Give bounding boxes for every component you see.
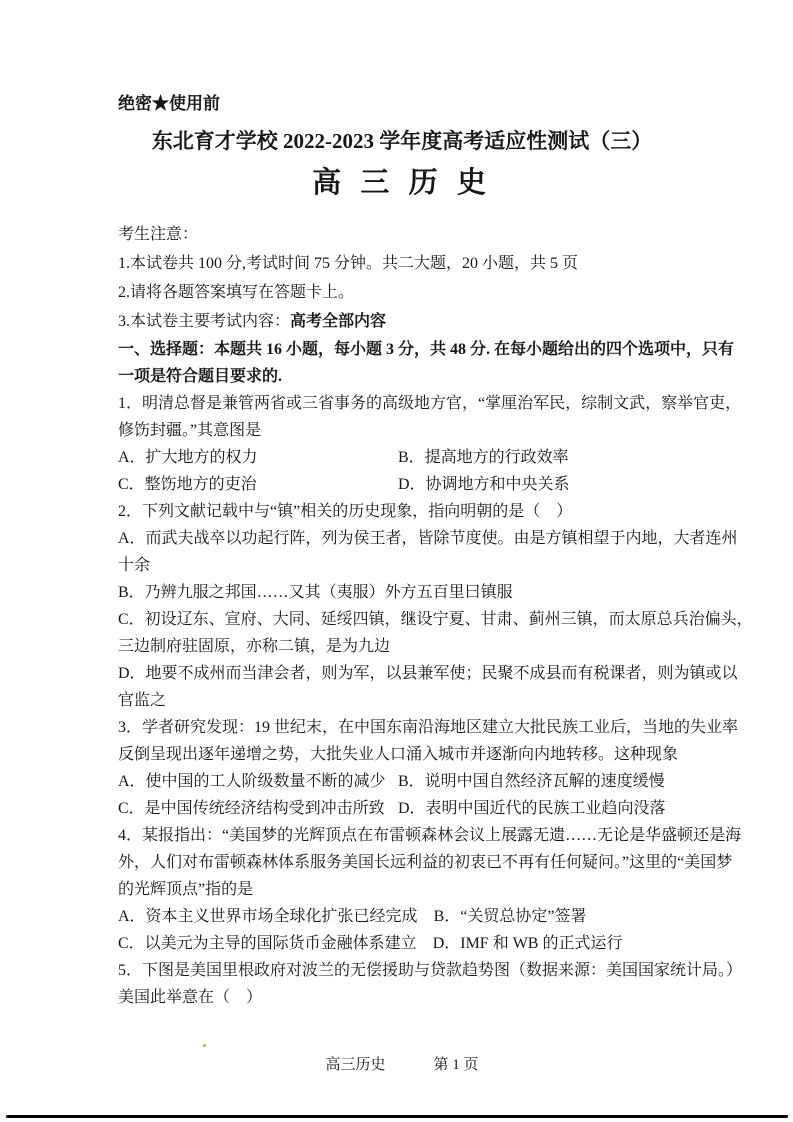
notice-item-3-prefix: 3.本试卷主要考试内容： (118, 313, 291, 330)
question-4-options-row-2 (118, 930, 686, 957)
question-1-options-row-1 (118, 444, 686, 471)
question-2-option-d-line-1: D．地要不成州而当津会者，则为军，以县兼军使；民聚不成县而有税课者，则为镇或以 (118, 665, 738, 682)
scan-edge-line (6, 1115, 788, 1118)
question-1-options-row-2 (118, 471, 686, 498)
question-1-option-d: D．协调地方和中央关系 (398, 476, 570, 493)
scan-artifact-speck (203, 1044, 206, 1047)
page-footer (118, 1054, 686, 1076)
question-4-text-line-2: 外，人们对布雷顿森林体系服务美国长远利益的初衷已不再有任何疑问。”这里的“美国梦 (118, 854, 733, 871)
question-3-option-c: C．是中国传统经济结构受到冲击所致 (118, 800, 385, 817)
question-3-option-b: B．说明中国自然经济瓦解的速度缓慢 (398, 773, 665, 790)
question-3-options-row-1 (118, 768, 686, 795)
question-4-options-row-1 (118, 903, 686, 930)
question-1-option-b: B．提高地方的行政效率 (398, 449, 569, 466)
question-3-options-row-2 (118, 795, 686, 822)
question-5 (118, 957, 743, 1011)
question-1-text-line-1: 1．明清总督是兼管两省或三省事务的高级地方官，“掌厘治军民，综制文武，察举官吏， (118, 395, 742, 412)
question-3 (118, 714, 739, 822)
question-2-option-a-line-2: 十余 (118, 557, 151, 574)
question-2 (118, 498, 753, 714)
secrecy-label: 绝密★使用前 (118, 94, 220, 113)
question-2-text: 2．下列文献记载中与“镇”相关的历史现象，指向明朝的是（ ） (118, 503, 573, 520)
question-5-text-line-2: 美国此举意在（ ） (118, 989, 263, 1006)
exam-title: 东北育才学校 2022-2023 学年度高考适应性测试（三） (151, 129, 653, 153)
question-3-option-d: D．表明中国近代的民族工业趋向没落 (398, 800, 666, 817)
notice-item-2: 2.请将各题答案填写在答题卡上。 (118, 284, 355, 301)
question-3-text-line-1: 3．学者研究发现：19 世纪末，在中国东南沿海地区建立大批民族工业后，当地的失业率 (118, 719, 739, 736)
notice-heading: 考生注意： (118, 226, 199, 243)
notice-item-3 (118, 307, 686, 336)
footer-subject: 高三历史 (325, 1057, 386, 1073)
question-2-option-d-line-2: 官监之 (118, 692, 167, 709)
question-1-text-line-2: 修饬封疆。”其意图是 (118, 422, 262, 439)
question-4-text-line-1: 4．某报指出：“美国梦的光辉顶点在布雷顿森林会议上展露无遗……无论是华盛顿还是海 (118, 827, 742, 844)
question-4-option-c: C．以美元为主导的国际货币金融体系建立 (118, 935, 417, 952)
question-1-option-a: A．扩大地方的权力 (118, 449, 258, 466)
question-4-option-a: A．资本主义世界市场全球化扩张已经完成 (118, 908, 418, 925)
candidate-notice (118, 220, 686, 336)
question-2-option-a-line-1: A．而武夫战卒以功起行阵，列为侯王者，皆除节度使。由是方镇相望于内地，大者连州 (118, 530, 738, 547)
subject-title: 高 三 历 史 (312, 167, 492, 199)
question-2-option-b: B．乃辨九服之邦国……又其（夷服）外方五百里曰镇服 (118, 584, 513, 601)
question-4-option-d: D．IMF 和 WB 的正式运行 (432, 935, 623, 952)
question-4 (118, 822, 742, 957)
question-3-text-line-2: 反倒呈现出逐年递增之势，大批失业人口涌入城市并逐渐向内地转移。这种现象 (118, 746, 679, 763)
page-content (118, 0, 753, 1076)
question-3-option-a: A．使中国的工人阶级数量不断的减少 (118, 773, 386, 790)
question-2-option-c-line-2: 三边制府驻固原，亦称二镇，是为九边 (118, 638, 391, 655)
section-header-line-1: 一、选择题：本题共 16 小题，每小题 3 分，共 48 分. 在每小题给出的四个选项中，只有 (118, 341, 735, 358)
question-1 (118, 390, 742, 498)
notice-item-1: 1.本试卷共 100 分,考试时间 75 分钟。共二大题，20 小题，共 5 页 (118, 255, 579, 272)
section-header-line-2: 一项是符合题目要求的. (118, 368, 283, 385)
question-4-option-b: B．“关贸总协定”签署 (433, 908, 587, 925)
footer-page-number: 第 1 页 (433, 1057, 479, 1073)
question-5-text-line-1: 5．下图是美国里根政府对波兰的无偿援助与贷款趋势图（数据来源：美国国家统计局。） (118, 962, 743, 979)
question-4-text-line-3: 的光辉顶点”指的是 (118, 881, 254, 898)
notice-item-3-content: 高考全部内容 (290, 313, 387, 330)
question-1-option-c: C．整饬地方的吏治 (118, 476, 257, 493)
section-one-header (118, 336, 735, 390)
question-2-option-c-line-1: C．初设辽东、宣府、大同、延绥四镇，继设宁夏、甘肃、蓟州三镇，而太原总兵治偏头， (118, 611, 753, 628)
